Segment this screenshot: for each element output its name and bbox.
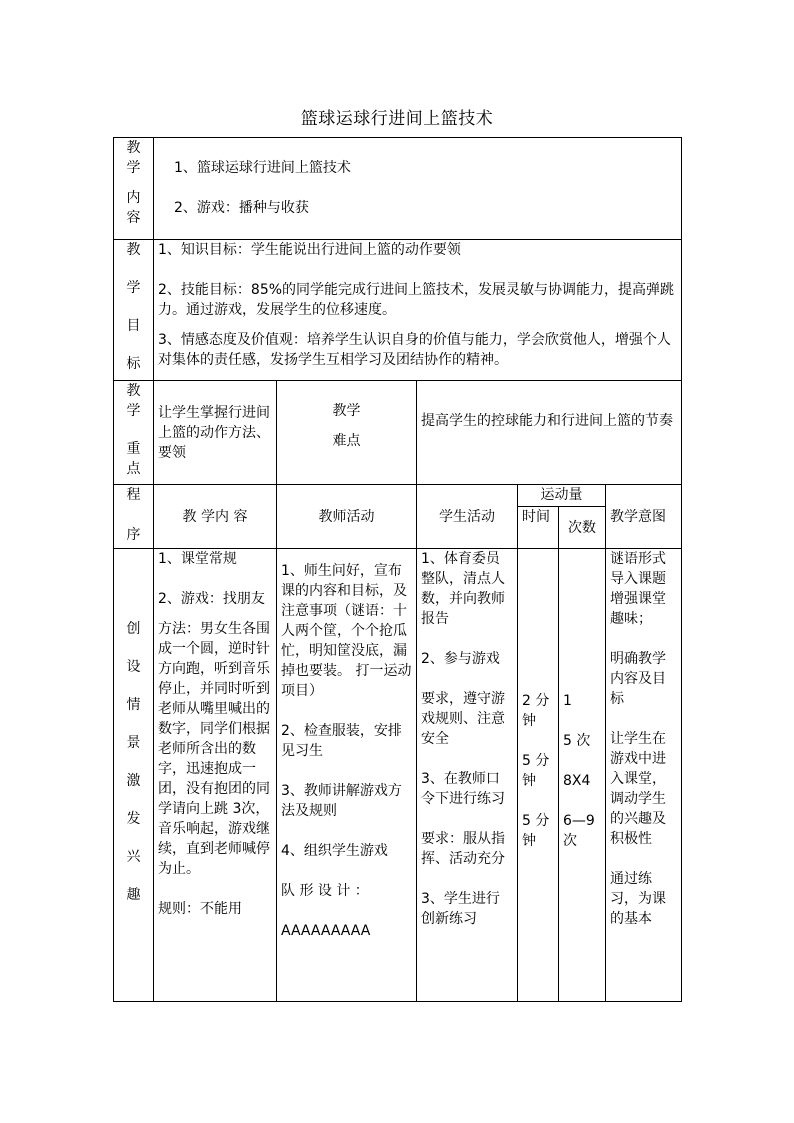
stage-content: 1、课堂常规 2、游戏：找朋友 方法：男女生各围成一个圆，逆时针方向跑，听到音乐停止，并同时听到老师从嘴里喊出的数字，同学们根据老师所含出的数字，迅速抱成一团，没有抱团的同学请向上跳 3次，音乐响起，游戏继续，直到老师喊停为止。 规则：不能用 — [154, 549, 277, 1002]
content-header: 教 学内 容 — [154, 485, 277, 549]
key-row — [114, 381, 682, 485]
content-label: 教 学 内 容 — [114, 138, 154, 240]
content-row — [114, 138, 682, 240]
time-header: 时间 — [518, 507, 559, 549]
difficulty-text: 提高学生的控球能力和行进间上篮的节奏 — [417, 381, 682, 485]
stage-row — [114, 549, 682, 1002]
count-header: 次数 — [559, 507, 606, 549]
key-point-text: 让学生掌握行进间上篮的动作方法、要领 — [154, 381, 277, 485]
stage-time: 2 分钟 5 分钟 5 分钟 — [518, 549, 559, 1002]
goals-row — [114, 240, 682, 381]
difficulty-label: 教学 难点 — [277, 381, 417, 485]
content-items: 1、篮球运球行进间上篮技术 2、游戏：播种与收获 — [154, 138, 682, 240]
stage-teacher: 1、师生问好，宣布课的内容和目标，及注意事项（谜语：十人两个筐，个个抢瓜忙，明知筐没底，漏掉也要装。 打一运动项目） 2、检查服装，安排见习生 3、教师讲解游戏方法及规则 4、组织学生游戏 队 形 设 计 ： AAAAAAAAA — [277, 549, 417, 1002]
intent-header: 教学意图 — [606, 485, 682, 549]
goals-items: 1、知识目标：学生能说出行进间上篮的动作要领 2、技能目标：85%的同学能完成行进间上篮技术，发展灵敏与协调能力，提高弹跳力。通过游戏，发展学生的位移速度。 3、情感态度及价值观：培养学生认识自身的价值与能力，学会欣赏他人，增强个人对集体的责任感，发扬学生互相学习及团结协作的精神。 — [154, 240, 682, 381]
lesson-plan-table — [113, 137, 682, 1002]
teacher-header: 教师活动 — [277, 485, 417, 549]
stage-student: 1、体育委员整队，清点人数，并向教师报告 2、参与游戏 要求，遵守游戏规则、注意安全 3、在教师口令下进行练习 要求：服从指挥、活动充分 3、学生进行创新练习 — [417, 549, 518, 1002]
stage-count: 1 5 次 8X4 6—9次 — [559, 549, 606, 1002]
stage-intent: 谜语形式导入课题增强课堂趣味； 明确教学内容及目标 让学生在游戏中进入课堂，调动学生的兴趣及积极性 通过练习，为课的基本 — [606, 549, 682, 1002]
document-title: 篮球运球行进间上篮技术 — [300, 109, 494, 129]
procedure-header: 程 序 — [114, 485, 154, 549]
key-label: 教 学 重 点 — [114, 381, 154, 485]
header-row-1 — [114, 485, 682, 507]
goals-label: 教 学 目 标 — [114, 240, 154, 381]
student-header: 学生活动 — [417, 485, 518, 549]
stage-label: 创 设 情 景 激 发 兴 趣 — [114, 549, 154, 1002]
load-header: 运动量 — [518, 485, 606, 507]
